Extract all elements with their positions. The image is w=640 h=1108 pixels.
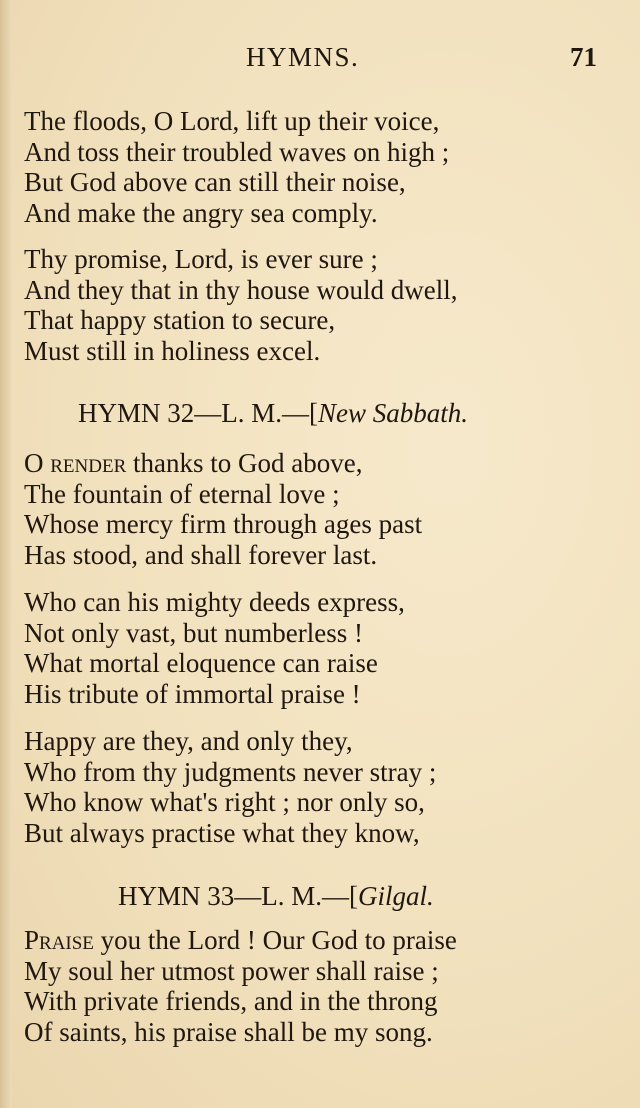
hymn-32-heading [78,398,468,429]
verse-line: His tribute of immortal praise ! [24,678,361,709]
verse-line: And toss their troubled waves on high ; [24,136,450,167]
page-gutter-edge [0,0,12,1108]
verse-line: What mortal eloquence can raise [24,648,378,678]
verse-line: Whose mercy firm through ages past [24,509,423,539]
hymn-32-tune: New Sabbath. [318,398,469,428]
hymn-33-heading [118,881,434,912]
stanza [24,448,624,570]
verse-line: And make the angry sea comply. [24,197,378,228]
stanza [24,106,624,228]
verse-line: Of saints, his praise shall be my song. [24,1016,433,1047]
stanza [24,244,624,366]
verse-line: Who from thy judgments never stray ; [24,756,437,787]
stanza [24,726,624,848]
hymn-33-tune: Gilgal. [358,881,434,911]
verse-line: Happy are they, and only they, [24,726,353,756]
verse-line: And they that in thy house would dwell, [24,274,458,305]
verse-line: Who can his mighty deeds express, [24,587,405,617]
running-title: HYMNS. [246,42,360,72]
verse-line: Praise you the Lord ! Our God to praise [24,925,457,955]
verse-line: That happy station to secure, [24,305,336,335]
verse-line: My soul her utmost power shall raise ; [24,955,439,986]
verse-line: With private friends, and in the throng [24,986,438,1016]
verse-line: O render thanks to God above, [24,448,363,478]
verse-line: Not only vast, but numberless ! [24,617,363,648]
verse-line: But always practise what they know, [24,817,420,848]
verse-line: Thy promise, Lord, is ever sure ; [24,244,378,274]
verse-line: The floods, O Lord, lift up their voice, [24,106,440,136]
hymn-32-title: HYMN 32—L. M.—[ [78,398,318,428]
verse-line: Must still in holiness excel. [24,335,321,366]
running-header [0,42,640,82]
verse-line: Has stood, and shall forever last. [24,539,378,570]
opening-words: Praise [24,925,94,955]
opening-words: O render [24,448,127,478]
stanza [24,587,624,709]
hymn-33-title: HYMN 33—L. M.—[ [118,881,358,911]
verse-line: The fountain of eternal love ; [24,478,340,509]
page-number: 71 [570,42,597,72]
stanza [24,925,624,1047]
verse-line: But God above can still their noise, [24,167,406,197]
verse-line: Who know what's right ; nor only so, [24,787,425,817]
